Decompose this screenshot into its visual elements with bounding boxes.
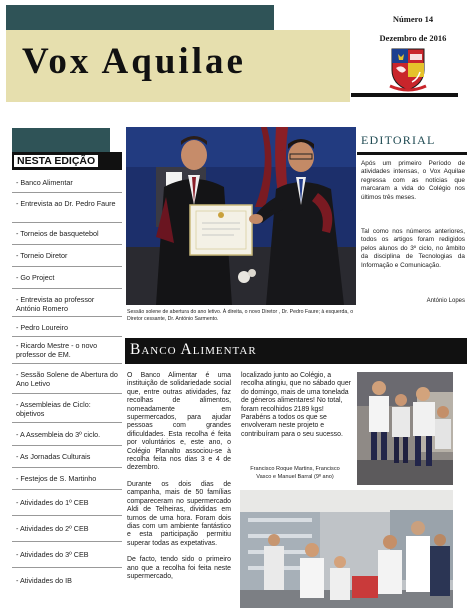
contents-divider [12, 336, 122, 337]
contents-item[interactable]: - Banco Alimentar [16, 178, 73, 187]
contents-item[interactable]: - Atividades do 2º CEB [16, 524, 89, 533]
contents-item[interactable]: - Torneio Diretor [16, 251, 68, 260]
ceremony-photo [126, 127, 356, 305]
article-title: Banco Alimentar [130, 341, 257, 358]
article-column-1 [127, 372, 231, 581]
article-paragraph: O Banco Alimentar é uma instituição de solidariedade social que, entre outras atividades, faz recolhas de alimentos, nomeadamente em supermercados, para ajudar pessoas com grandes dificuldades. Esta recolha é feita por voluntários e, este ano, o Colégio Planalto associou-se à recolha feita nos dias 3 e 4 de dezembro. [127, 372, 231, 472]
contents-item[interactable]: - Entrevista ao professor António Romero [16, 295, 95, 313]
sidebar-title: NESTA EDIÇÃO [14, 155, 98, 167]
contents-divider [12, 489, 122, 490]
ceremony-photo-caption: Sessão solene de abertura do ano letivo. À direita, o novo Diretor , Dr. Pedro Faure; à esquerda, o Diretor cessante, Dr. António Sarmento. [127, 309, 354, 322]
newsletter-title: Vox Aquilae [22, 41, 246, 82]
contents-divider [12, 244, 122, 245]
contents-divider [12, 445, 122, 446]
contents-item[interactable]: - Go Project [16, 273, 55, 282]
editorial-title: EDITORIAL [361, 133, 436, 147]
contents-divider [12, 515, 122, 516]
contents-item[interactable]: - As Jornadas Culturais [16, 452, 91, 461]
contents-divider [12, 422, 122, 423]
contents-item[interactable]: - Pedro Loureiro [16, 323, 68, 332]
contents-item[interactable]: - A Assembleia do 3º ciclo. [16, 430, 101, 439]
header-rule [351, 93, 458, 97]
article-paragraph: Durante os dois dias de campanha, mais de 50 famílias compareceram no supermercado Aldi de Telheiras, divididas em turnos de uma hora. Foram dois dias com um ambiente fantástico e esta participação permitiu superar todas as expetativas. [127, 480, 231, 547]
contents-divider [12, 288, 122, 289]
sidebar-accent-tab [12, 128, 110, 152]
article-paragraph: localizado junto ao Colégio, a recolha atingiu, que no sábado quer do domingo, mais de uma tonelada de géneros alimentares! No total, foram recolhidos 2189 kgs! Parabéns a todos os que se envolveram neste projeto e contribuíram para o seu sucesso. [241, 372, 351, 438]
editorial-paragraph: Após um primeiro Período de atividades intensas, o Vox Aquilae regressa com as notícias que marcaram a vida do Colégio nos últimos três meses. [361, 160, 465, 201]
contents-item[interactable]: - Assembleias de Ciclo: objetivos [16, 400, 91, 418]
contents-item[interactable]: - Torneios de basquetebol [16, 229, 99, 238]
contents-divider [12, 363, 122, 364]
masthead-accent-tab [6, 5, 274, 33]
article-column-2 [241, 372, 351, 439]
contents-item[interactable]: - Atividades do 3º CEB [16, 550, 89, 559]
editorial-paragraph: Tal como nos números anteriores, todos os artigos foram redigidos pelos alunos do 3º ciclo, no âmbito da disciplina de Tecnologias da Informação e Comunicação. [361, 228, 465, 269]
contents-divider [12, 467, 122, 468]
contents-divider [12, 567, 122, 568]
issue-number: Número 14 [392, 14, 434, 24]
contents-divider [12, 266, 122, 267]
school-crest-logo [388, 46, 428, 92]
contents-item[interactable]: - Ricardo Mestre - o novo professor de EM. [16, 341, 98, 359]
article-authors: Francisco Roque Martins, Francisco Vasco e Manuel Barral (9º ano) [250, 466, 340, 480]
contents-divider [12, 316, 122, 317]
contents-divider [12, 222, 122, 223]
contents-item[interactable]: - Sessão Solene de Abertura do Ano Letivo [16, 370, 118, 388]
contents-divider [12, 192, 122, 193]
contents-divider [12, 393, 122, 394]
contents-item[interactable]: - Festejos de S. Martinho [16, 474, 97, 483]
issue-date: Dezembro de 2016 [379, 33, 447, 43]
editorial-rule [357, 152, 467, 155]
article-paragraph: De facto, tendo sido o primeiro ano que a recolha foi feita neste supermercado, [127, 556, 231, 580]
contents-item[interactable]: - Atividades do 1º CEB [16, 498, 89, 507]
contents-item[interactable]: - Entrevista ao Dr. Pedro Faure [16, 199, 116, 208]
students-photo [357, 372, 453, 485]
supermarket-photo [240, 490, 453, 608]
contents-item[interactable]: - Atividades do IB [16, 576, 72, 585]
contents-divider [12, 541, 122, 542]
editorial-signature: António Lopes [426, 298, 465, 304]
